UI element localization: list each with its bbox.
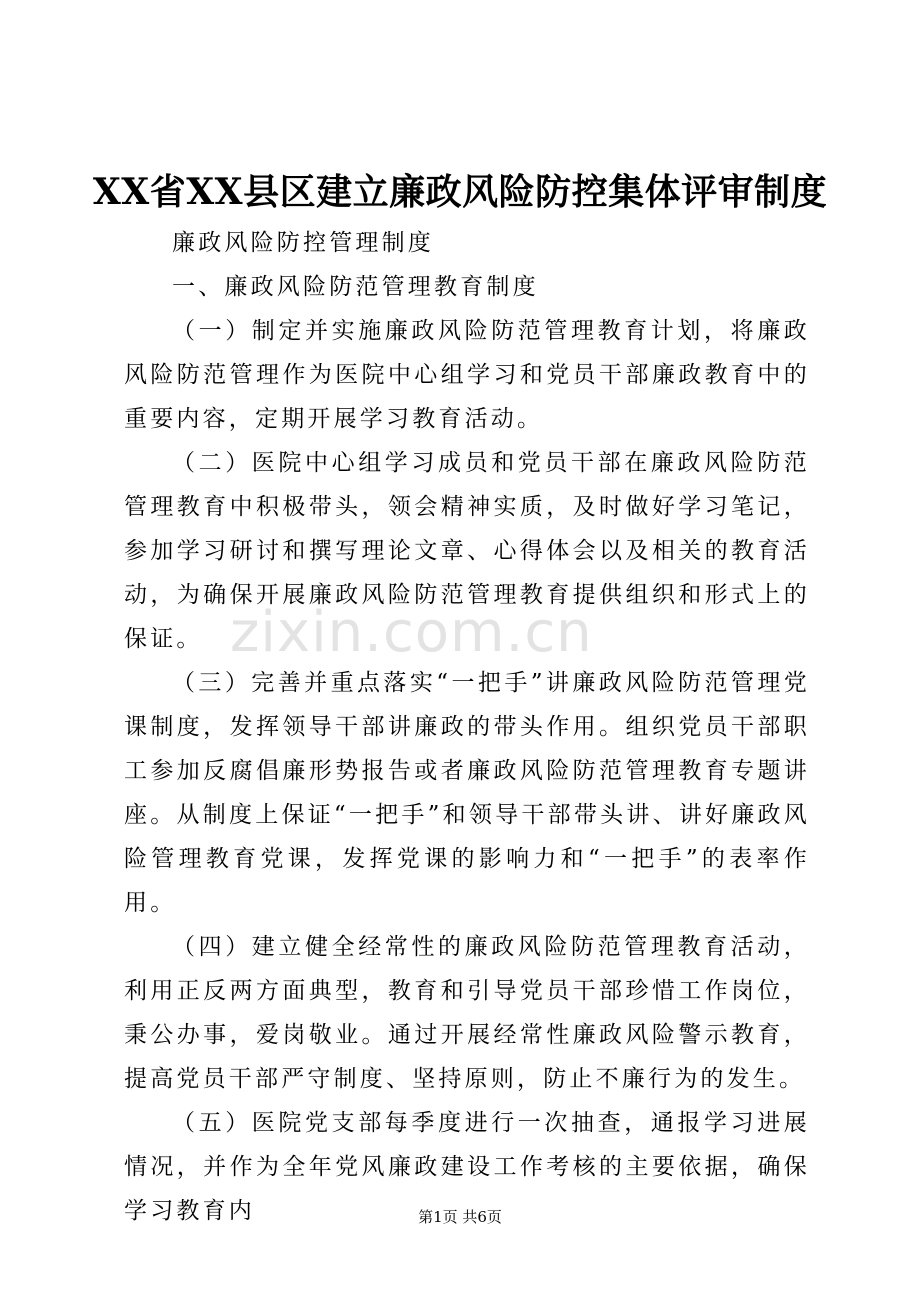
paragraph: （三）完善并重点落实“一把手”讲廉政风险防范管理党课制度，发挥领导干部讲廉政的带头作用。组织党员干部职工参加反腐倡廉形势报告或者廉政风险防范管理教育专题讲座。从制度上保证“一把手”和领导干部带头讲、讲好廉政风险管理教育党课，发挥党课的影响力和“一把手”的表率作用。 (124, 670, 810, 916)
paragraph: （二）医院中心组学习成员和党员干部在廉政风险防范管理教育中积极带头，领会精神实质，及时做好学习笔记，参加学习研讨和撰写理论文章、心得体会以及相关的教育活动，为确保开展廉政风险防范管理教育提供组织和形式上的保证。 (124, 450, 810, 652)
document-body (124, 221, 810, 1233)
watermark: zixin.com.cn (230, 600, 593, 665)
paragraph: （五）医院党支部每季度进行一次抽查，通报学习进展情况，并作为全年党风廉政建设工作考核的主要依据，确保学习教育内 (124, 1110, 810, 1224)
paragraph-section-heading: 一、廉政风险防范管理教育制度 (172, 274, 539, 300)
document-title: XX省XX县区建立廉政风险防控集体评审制度 (92, 171, 828, 213)
page-footer: 第1页 共6页 (418, 1208, 502, 1226)
paragraph: （四）建立健全经常性的廉政风险防范管理教育活动，利用正反两方面典型，教育和引导党员干部珍惜工作岗位，秉公办事，爱岗敬业。通过开展经常性廉政风险警示教育，提高党员干部严守制度、坚持原则，防止不廉行为的发生。 (124, 934, 810, 1092)
paragraph-subtitle: 廉政风险防控管理制度 (172, 230, 434, 256)
paragraph: （一）制定并实施廉政风险防范管理教育计划，将廉政风险防范管理作为医院中心组学习和党员干部廉政教育中的重要内容，定期开展学习教育活动。 (124, 318, 810, 432)
